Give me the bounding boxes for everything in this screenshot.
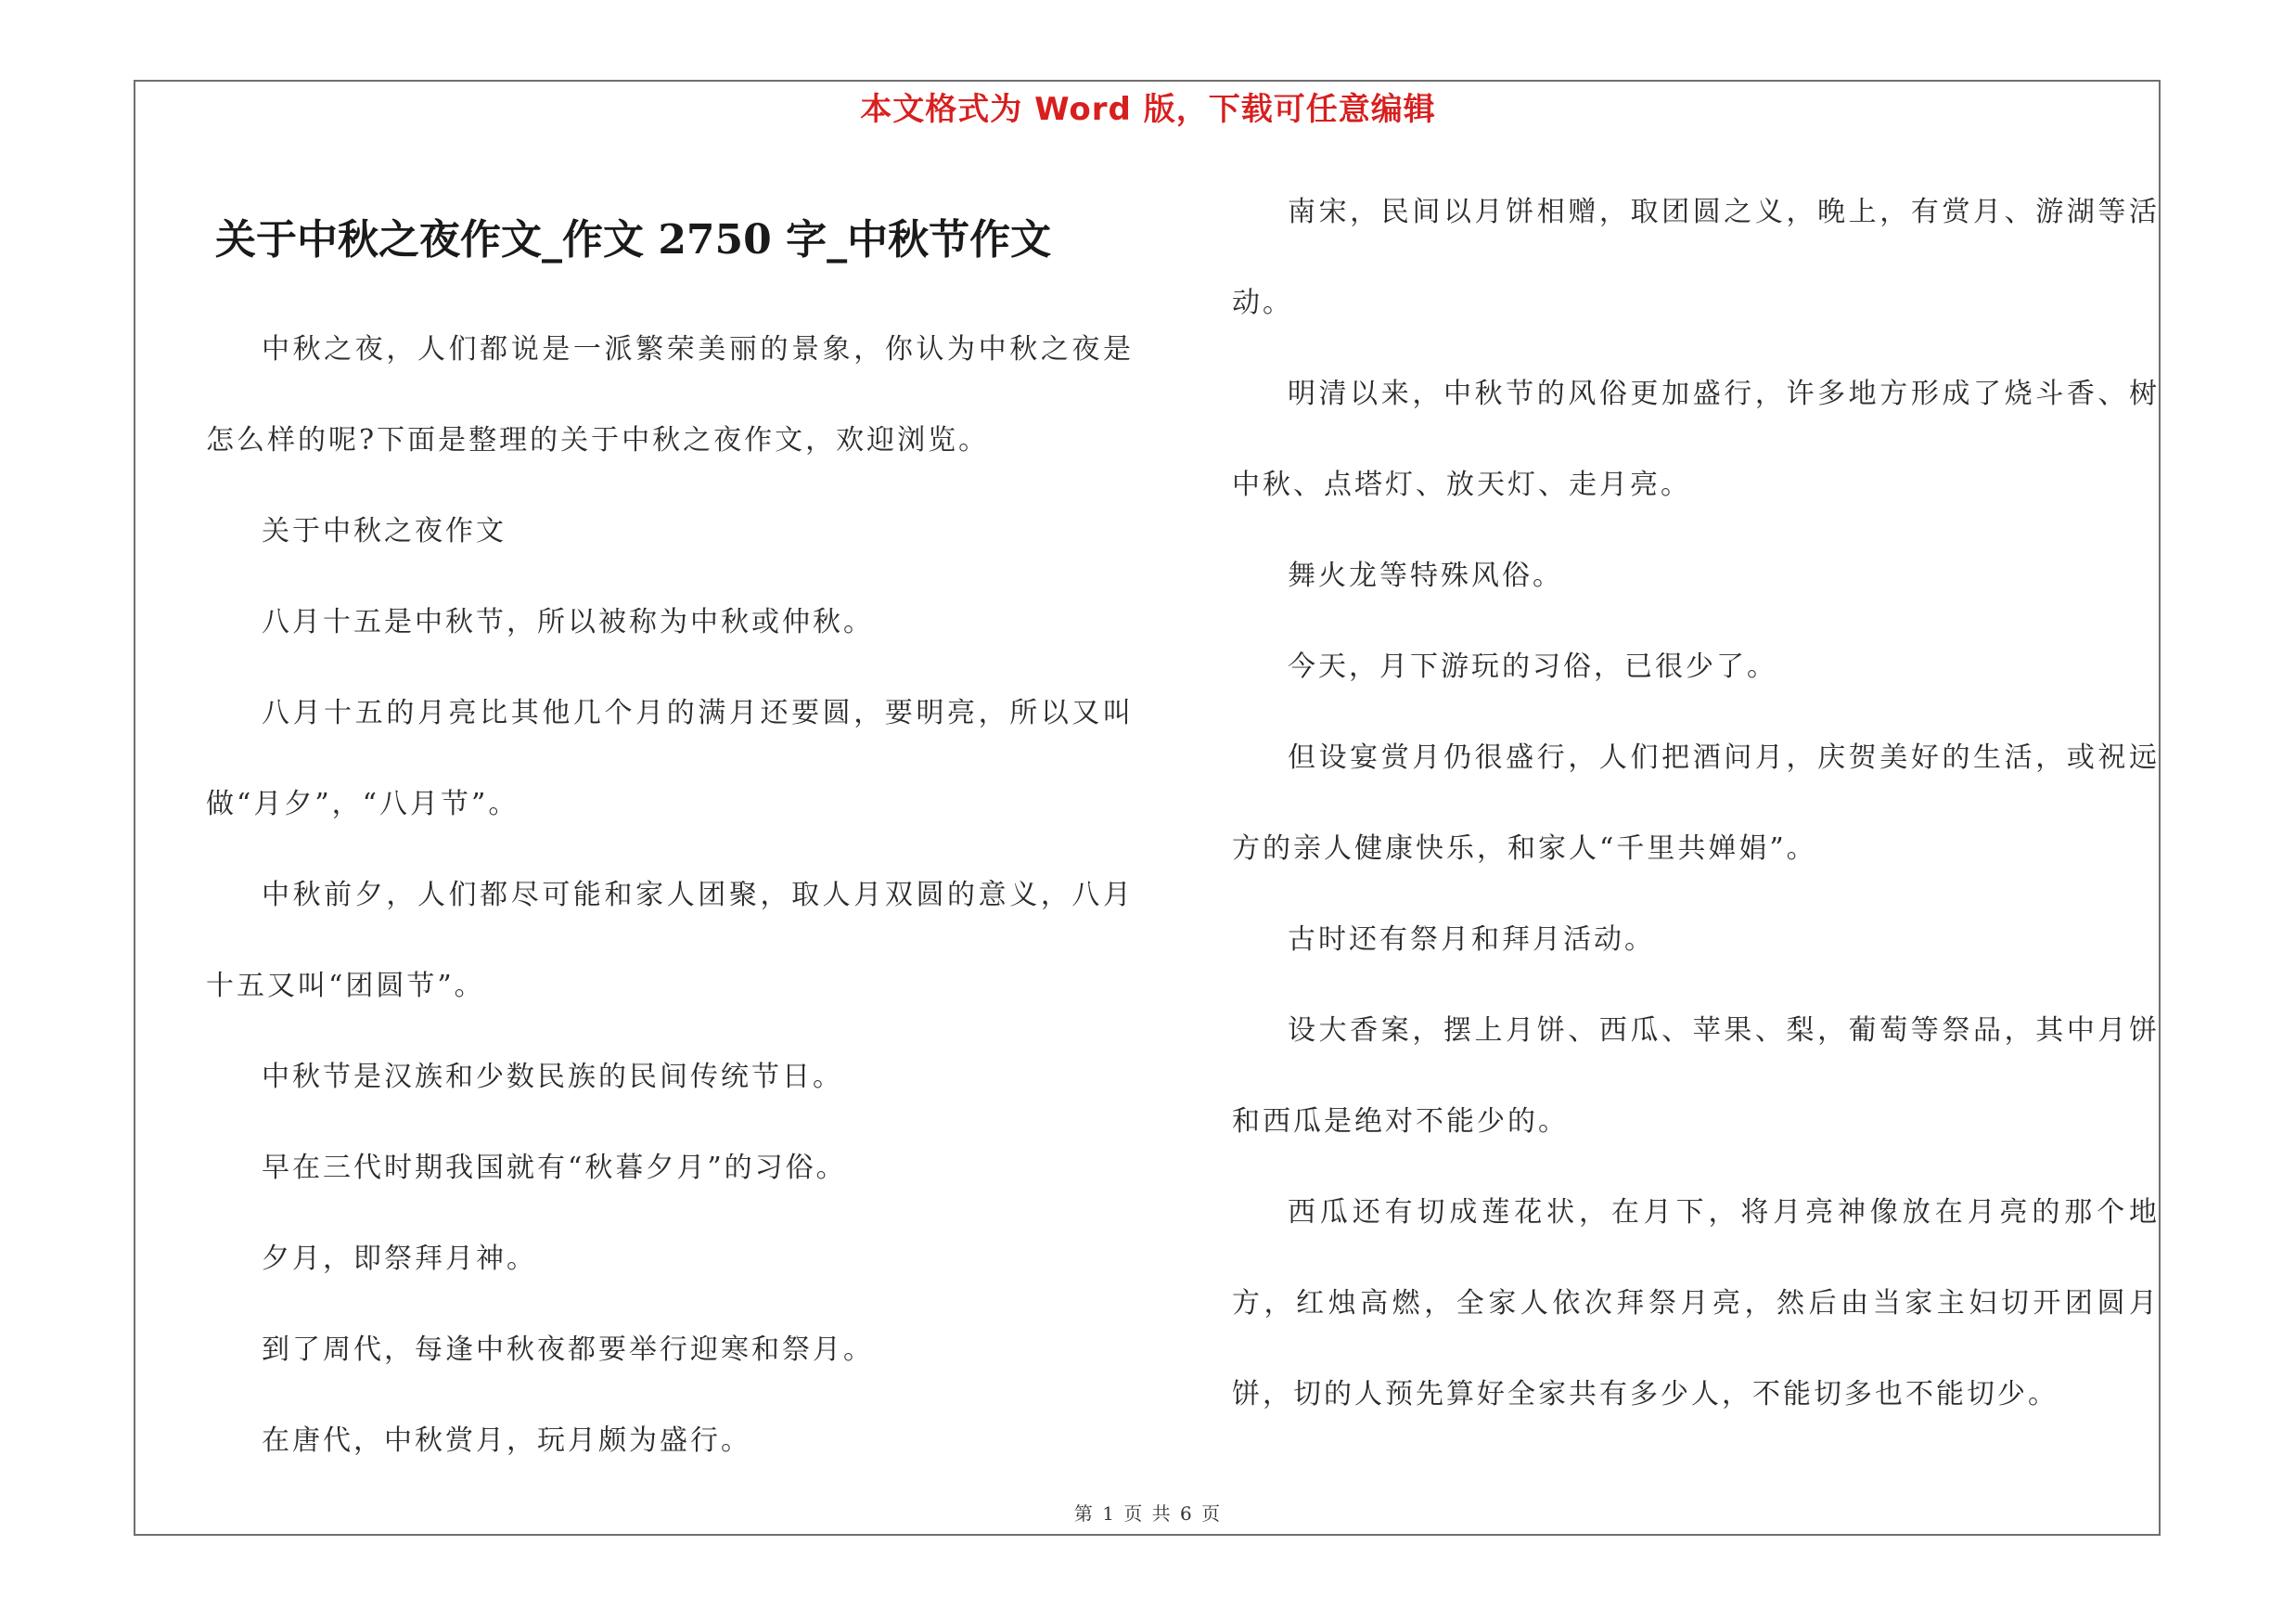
paragraph: 在唐代，中秋赏月，玩月颇为盛行。 — [262, 1424, 751, 1457]
paragraph: 明清以来，中秋节的风俗更加盛行，许多地方形成了烧斗香、树中秋、点塔灯、放天灯、走月亮。 — [1232, 378, 2160, 501]
paragraph: 早在三代时期我国就有“秋暮夕月”的习俗。 — [262, 1152, 847, 1184]
document-title: 关于中秋之夜作文_作文 2750 字_中秋节作文 — [215, 216, 1052, 264]
paragraph: 古时还有祭月和拜月活动。 — [1288, 923, 1655, 956]
paragraph: 西瓜还有切成莲花状，在月下，将月亮神像放在月亮的那个地方，红烛高燃，全家人依次拜祭月亮，然后由当家主妇切开团圆月饼，切的人预先算好全家共有多少人，不能切多也不能切少。 — [1232, 1196, 2160, 1410]
left-column — [206, 304, 1134, 1487]
paragraph: 但设宴赏月仍很盛行，人们把酒问月，庆贺美好的生活，或祝远方的亲人健康快乐，和家人“千里共婵娟”。 — [1232, 741, 2160, 865]
paragraph: 南宋，民间以月饼相赠，取团圆之义，晚上，有赏月、游湖等活动。 — [1232, 196, 2160, 319]
paragraph: 舞火龙等特殊风俗。 — [1288, 560, 1563, 592]
paragraph: 今天，月下游玩的习俗，已很少了。 — [1288, 650, 1777, 683]
paragraph: 八月十五的月亮比其他几个月的满月还要圆，要明亮，所以又叫做“月夕”，“八月节”。 — [206, 697, 1134, 820]
paragraph: 中秋前夕，人们都尽可能和家人团聚，取人月双圆的意义，八月十五又叫“团圆节”。 — [206, 879, 1134, 1002]
paragraph: 中秋节是汉族和少数民族的民间传统节日。 — [262, 1061, 843, 1093]
right-column — [1232, 167, 2160, 1440]
paragraph: 关于中秋之夜作文 — [262, 515, 507, 547]
paragraph: 夕月，即祭拜月神。 — [262, 1243, 537, 1275]
paragraph: 八月十五是中秋节，所以被称为中秋或仲秋。 — [262, 606, 874, 638]
word-format-banner: 本文格式为 Word 版，下载可任意编辑 — [860, 91, 1436, 128]
page-footer: 第 1 页 共 6 页 — [1073, 1502, 1223, 1525]
paragraph: 中秋之夜，人们都说是一派繁荣美丽的景象，你认为中秋之夜是怎么样的呢?下面是整理的关于中秋之夜作文，欢迎浏览。 — [206, 333, 1134, 457]
paragraph: 设大香案，摆上月饼、西瓜、苹果、梨，葡萄等祭品，其中月饼和西瓜是绝对不能少的。 — [1232, 1014, 2160, 1138]
paragraph: 到了周代，每逢中秋夜都要举行迎寒和祭月。 — [262, 1333, 874, 1366]
